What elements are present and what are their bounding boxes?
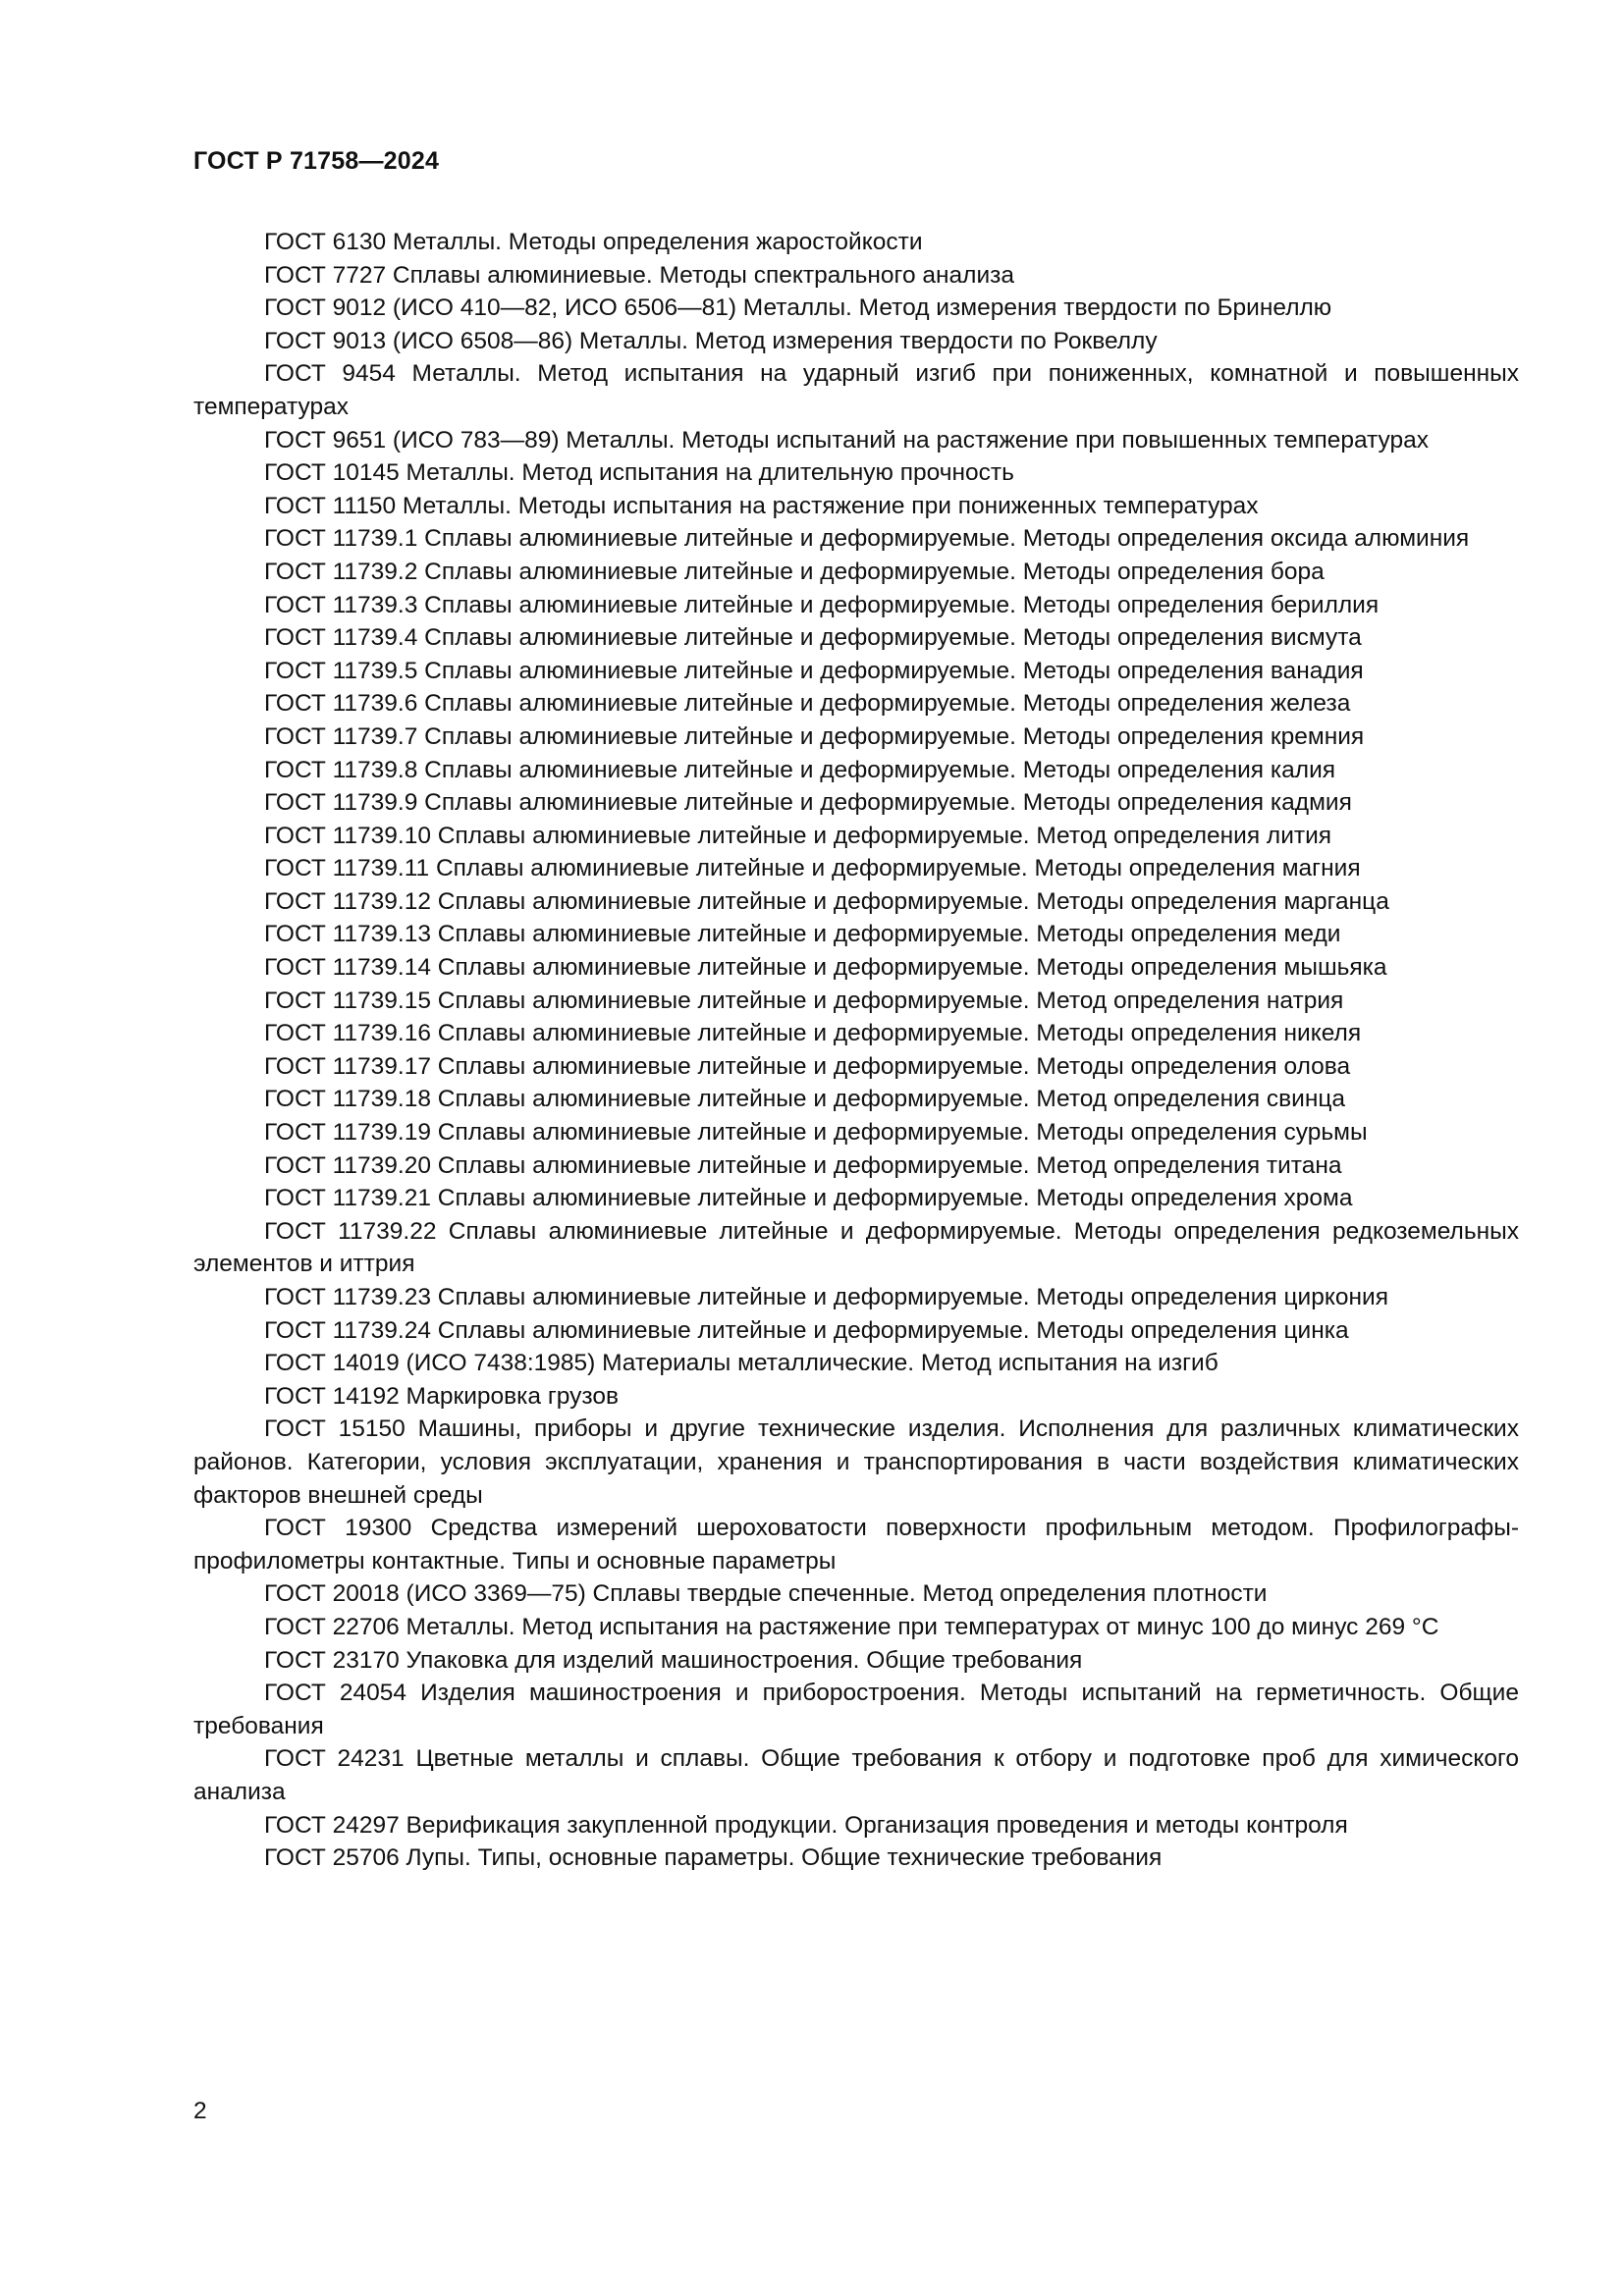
reference-entry: ГОСТ 24231 Цветные металлы и сплавы. Общие требования к отбору и подготовке проб для химического анализа: [193, 1745, 1519, 1805]
reference-entry: ГОСТ 9013 (ИСО 6508—86) Металлы. Метод измерения твердости по Роквеллу: [264, 327, 1158, 354]
reference-entry: ГОСТ 11739.23 Сплавы алюминиевые литейные и деформируемые. Методы определения циркония: [264, 1284, 1388, 1310]
reference-entry: ГОСТ 7727 Сплавы алюминиевые. Методы спектрального анализа: [264, 261, 1014, 289]
reference-entry: ГОСТ 20018 (ИСО 3369—75) Сплавы твердые спеченные. Метод определения плотности: [264, 1580, 1268, 1608]
normative-references-list: [193, 226, 1519, 1875]
reference-entry: ГОСТ 14192 Маркировка грузов: [264, 1382, 619, 1410]
reference-entry: ГОСТ 11739.13 Сплавы алюминиевые литейные и деформируемые. Методы определения меди: [264, 921, 1341, 948]
reference-entry: ГОСТ 9012 (ИСО 410—82, ИСО 6506—81) Металлы. Метод измерения твердости по Бринеллю: [264, 294, 1332, 322]
reference-entry: ГОСТ 11739.2 Сплавы алюминиевые литейные и деформируемые. Методы определения бора: [264, 558, 1325, 585]
reference-entry: ГОСТ 11739.19 Сплавы алюминиевые литейные и деформируемые. Методы определения сурьмы: [264, 1119, 1368, 1147]
reference-entry: ГОСТ 23170 Упаковка для изделий машиностроения. Общие требования: [264, 1646, 1083, 1674]
reference-entry: ГОСТ 11739.18 Сплавы алюминиевые литейные и деформируемые. Метод определения свинца: [264, 1086, 1346, 1113]
reference-entry: ГОСТ 11150 Металлы. Методы испытания на растяжение при пониженных температурах: [264, 492, 1259, 519]
reference-entry: ГОСТ 11739.22 Сплавы алюминиевые литейные и деформируемые. Методы определения редкоземельных элементов и иттрия: [193, 1217, 1519, 1278]
reference-entry: ГОСТ 11739.17 Сплавы алюминиевые литейные и деформируемые. Методы определения олова: [264, 1052, 1351, 1080]
reference-entry: ГОСТ 24297 Верификация закупленной продукции. Организация проведения и методы контроля: [264, 1811, 1348, 1839]
reference-entry: ГОСТ 11739.10 Сплавы алюминиевые литейные и деформируемые. Метод определения лития: [264, 822, 1332, 849]
reference-entry: ГОСТ 11739.8 Сплавы алюминиевые литейные и деформируемые. Методы определения калия: [264, 756, 1336, 783]
reference-entry: ГОСТ 15150 Машины, приборы и другие технические изделия. Исполнения для различных климатических районов. Категории, условия эксплуатации, хранения и транспортирования в части воздействия климатических факторов внешней среды: [193, 1415, 1519, 1509]
reference-entry: ГОСТ 11739.1 Сплавы алюминиевые литейные и деформируемые. Методы определения оксида алюминия: [264, 525, 1470, 553]
reference-entry: ГОСТ 11739.14 Сплавы алюминиевые литейные и деформируемые. Методы определения мышьяка: [264, 954, 1387, 982]
page-number: 2: [193, 2098, 207, 2124]
reference-entry: ГОСТ 19300 Средства измерений шероховатости поверхности профильным методом. Профилографы-профилометры контактные. Типы и основные параметры: [193, 1515, 1519, 1575]
reference-entry: ГОСТ 14019 (ИСО 7438:1985) Материалы металлические. Метод испытания на изгиб: [264, 1350, 1218, 1377]
reference-entry: ГОСТ 11739.20 Сплавы алюминиевые литейные и деформируемые. Метод определения титана: [264, 1151, 1342, 1179]
reference-entry: ГОСТ 24054 Изделия машиностроения и приборостроения. Методы испытаний на герметичность. Общие требования: [193, 1680, 1519, 1739]
reference-entry: ГОСТ 11739.12 Сплавы алюминиевые литейные и деформируемые. Методы определения марганца: [264, 887, 1389, 915]
reference-entry: ГОСТ 11739.15 Сплавы алюминиевые литейные и деформируемые. Метод определения натрия: [264, 987, 1344, 1014]
reference-entry: ГОСТ 11739.16 Сплавы алюминиевые литейные и деформируемые. Методы определения никеля: [264, 1020, 1362, 1047]
reference-entry: ГОСТ 11739.4 Сплавы алюминиевые литейные и деформируемые. Методы определения висмута: [264, 624, 1362, 652]
reference-entry: ГОСТ 6130 Металлы. Методы определения жаростойкости: [264, 229, 923, 255]
reference-entry: ГОСТ 11739.7 Сплавы алюминиевые литейные и деформируемые. Методы определения кремния: [264, 722, 1365, 750]
reference-entry: ГОСТ 22706 Металлы. Метод испытания на растяжение при температурах от минус 100 до минус 269 °С: [264, 1613, 1439, 1640]
reference-entry: ГОСТ 9454 Металлы. Метод испытания на ударный изгиб при пониженных, комнатной и повышенных температурах: [193, 360, 1519, 420]
reference-entry: ГОСТ 11739.5 Сплавы алюминиевые литейные и деформируемые. Методы определения ванадия: [264, 657, 1364, 684]
reference-entry: ГОСТ 11739.11 Сплавы алюминиевые литейные и деформируемые. Методы определения магния: [264, 855, 1361, 882]
reference-entry: ГОСТ 11739.24 Сплавы алюминиевые литейные и деформируемые. Методы определения цинка: [264, 1316, 1349, 1344]
reference-entry: ГОСТ 11739.6 Сплавы алюминиевые литейные и деформируемые. Методы определения железа: [264, 690, 1351, 718]
document-header: ГОСТ Р 71758—2024: [193, 147, 440, 175]
reference-entry: ГОСТ 11739.3 Сплавы алюминиевые литейные и деформируемые. Методы определения бериллия: [264, 591, 1380, 618]
reference-entry: ГОСТ 10145 Металлы. Метод испытания на длительную прочность: [264, 459, 1014, 487]
reference-entry: ГОСТ 9651 (ИСО 783—89) Металлы. Методы испытаний на растяжение при повышенных температурах: [264, 426, 1430, 454]
reference-entry: ГОСТ 25706 Лупы. Типы, основные параметры. Общие технические требования: [264, 1844, 1163, 1872]
reference-entry: ГОСТ 11739.21 Сплавы алюминиевые литейные и деформируемые. Методы определения хрома: [264, 1185, 1353, 1212]
reference-entry: ГОСТ 11739.9 Сплавы алюминиевые литейные и деформируемые. Методы определения кадмия: [264, 789, 1352, 817]
